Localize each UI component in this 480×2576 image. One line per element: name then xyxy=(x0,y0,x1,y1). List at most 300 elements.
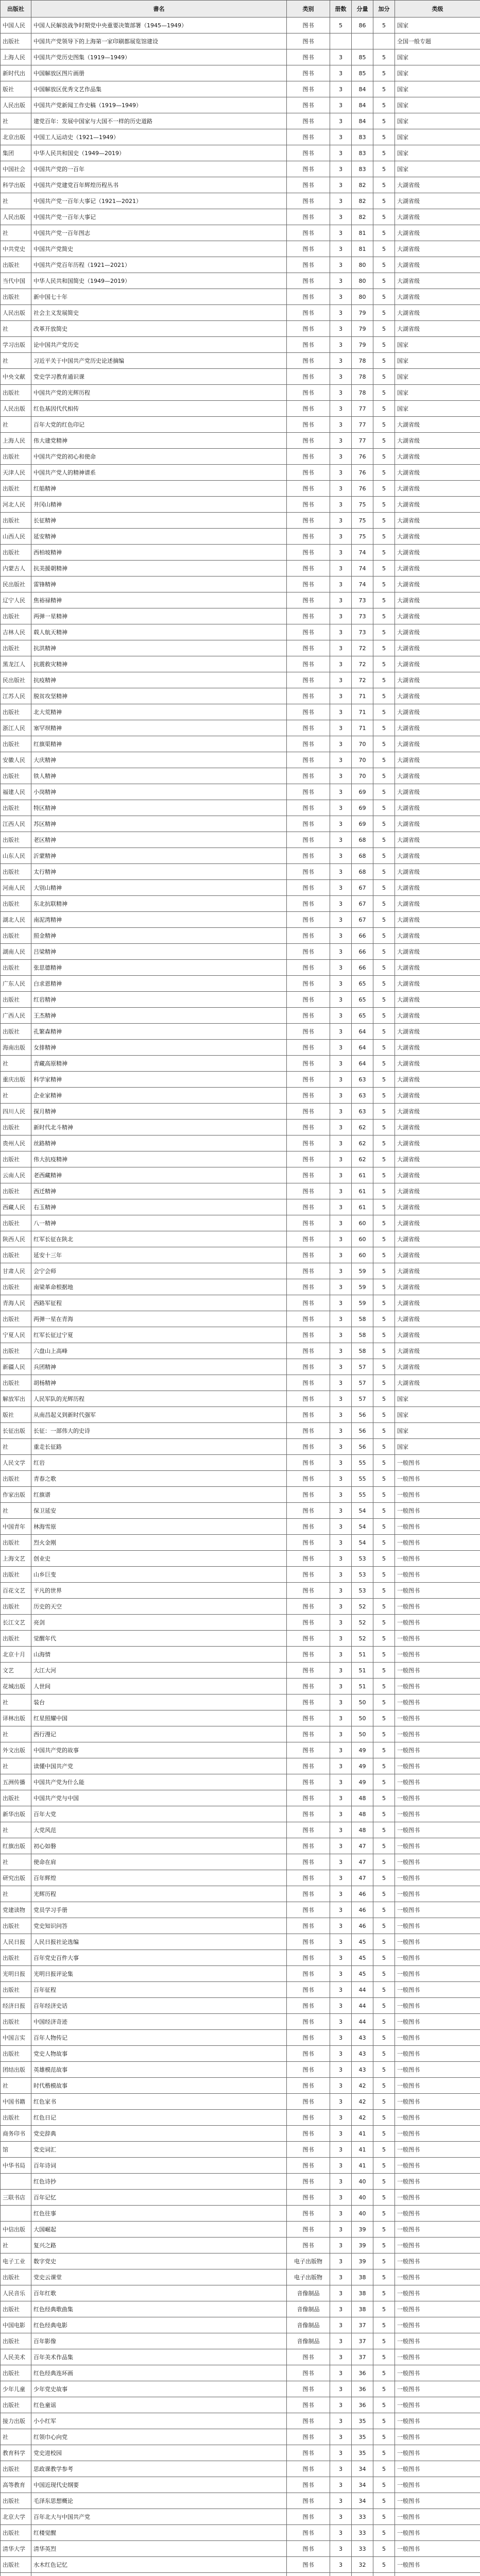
cell-volumes: 3 xyxy=(330,385,352,401)
cell-title: 红岩 xyxy=(31,1455,287,1471)
cell-score: 71 xyxy=(352,688,373,704)
cell-title: 延安精神 xyxy=(31,529,287,545)
table-row xyxy=(1,2142,480,2158)
cell-type: 图书 xyxy=(287,832,330,848)
cell-level: 一般图书 xyxy=(395,2174,480,2190)
cell-type: 图书 xyxy=(287,209,330,225)
cell-title: 党史人物故事 xyxy=(31,2046,287,2062)
cell-title: 伟大建党精神 xyxy=(31,433,287,449)
cell-publisher: 安徽人民 xyxy=(1,752,31,768)
cell-score: 45 xyxy=(352,1966,373,1982)
cell-title: 大江大河 xyxy=(31,1663,287,1679)
cell-score: 40 xyxy=(352,2206,373,2222)
cell-type: 图书 xyxy=(287,2349,330,2365)
cell-type: 图书 xyxy=(287,1311,330,1327)
cell-level: 大湖省级 xyxy=(395,1263,480,1279)
cell-score: 79 xyxy=(352,305,373,321)
cell-title: 红色基因代代相传 xyxy=(31,401,287,417)
cell-score: 77 xyxy=(352,417,373,433)
cell-type: 图书 xyxy=(287,1950,330,1966)
cell-bonus xyxy=(373,2573,395,2576)
cell-bonus: 5 xyxy=(373,736,395,752)
cell-type: 图书 xyxy=(287,1199,330,1215)
cell-title: 女排精神 xyxy=(31,1040,287,1056)
cell-bonus: 5 xyxy=(373,337,395,353)
cell-publisher: 社 xyxy=(1,1854,31,1870)
cell-volumes: 3 xyxy=(330,449,352,465)
cell-type: 图书 xyxy=(287,1631,330,1647)
cell-title: 林海雪原 xyxy=(31,1519,287,1535)
cell-score: 37 xyxy=(352,2317,373,2333)
cell-title: 小岗精神 xyxy=(31,784,287,800)
cell-level: 一般图书 xyxy=(395,2429,480,2445)
cell-publisher: 社 xyxy=(1,321,31,337)
cell-score: 33 xyxy=(352,2509,373,2525)
cell-volumes: 3 xyxy=(330,864,352,880)
cell-publisher: 人民出版 xyxy=(1,209,31,225)
cell-title: 会宁会师 xyxy=(31,1263,287,1279)
cell-bonus: 5 xyxy=(373,1982,395,1998)
table-row xyxy=(1,113,480,129)
table-row xyxy=(1,1199,480,1215)
cell-score: 34 xyxy=(352,2493,373,2509)
table-row xyxy=(1,1008,480,1024)
cell-title: 山海情 xyxy=(31,1647,287,1663)
cell-volumes: 3 xyxy=(330,2046,352,2062)
cell-type: 图书 xyxy=(287,2110,330,2126)
cell-publisher: 河北人民 xyxy=(1,497,31,513)
cell-type: 图书 xyxy=(287,1583,330,1599)
cell-volumes: 3 xyxy=(330,1439,352,1455)
cell-score: 54 xyxy=(352,1503,373,1519)
cell-publisher: 中国书籍 xyxy=(1,2094,31,2110)
cell-level: 大湖省级 xyxy=(395,1024,480,1040)
cell-title: 孔繁森精神 xyxy=(31,1024,287,1040)
cell-level: 一般图书 xyxy=(395,1567,480,1583)
cell-level: 大湖省级 xyxy=(395,592,480,608)
cell-title: 右玉精神 xyxy=(31,1199,287,1215)
cell-publisher: 社 xyxy=(1,2078,31,2094)
cell-score: 74 xyxy=(352,545,373,561)
cell-type: 图书 xyxy=(287,1966,330,1982)
cell-bonus: 5 xyxy=(373,1056,395,1072)
cell-volumes: 3 xyxy=(330,545,352,561)
cell-type: 图书 xyxy=(287,193,330,209)
cell-type: 图书 xyxy=(287,2238,330,2253)
cell-score: 74 xyxy=(352,561,373,577)
cell-bonus: 5 xyxy=(373,465,395,481)
cell-publisher: 教育科学 xyxy=(1,2445,31,2461)
cell-volumes: 3 xyxy=(330,1279,352,1295)
cell-score: 41 xyxy=(352,2126,373,2142)
cell-bonus: 5 xyxy=(373,688,395,704)
cell-volumes: 3 xyxy=(330,1008,352,1024)
table-row xyxy=(1,992,480,1008)
table-row xyxy=(1,2317,480,2333)
cell-bonus: 5 xyxy=(373,1343,395,1359)
cell-level: 大湖省级 xyxy=(395,1056,480,1072)
cell-publisher: 出版社 xyxy=(1,481,31,497)
cell-publisher: 出版社 xyxy=(1,1599,31,1615)
cell-title: 中国共产党一百年图志 xyxy=(31,225,287,241)
cell-score: 69 xyxy=(352,800,373,816)
cell-score: 65 xyxy=(352,992,373,1008)
cell-score: 64 xyxy=(352,1024,373,1040)
cell-score: 73 xyxy=(352,608,373,624)
cell-score: 36 xyxy=(352,2365,373,2381)
cell-bonus: 5 xyxy=(373,848,395,864)
cell-type: 图书 xyxy=(287,672,330,688)
cell-score: 53 xyxy=(352,1583,373,1599)
cell-volumes: 3 xyxy=(330,81,352,97)
cell-bonus: 5 xyxy=(373,1311,395,1327)
cell-level: 国家 xyxy=(395,369,480,385)
cell-bonus: 5 xyxy=(373,2206,395,2222)
cell-level: 一般图书 xyxy=(395,2206,480,2222)
cell-score: 57 xyxy=(352,1359,373,1375)
cell-bonus: 5 xyxy=(373,321,395,337)
cell-title: 习近平关于中国共产党历史论述摘编 xyxy=(31,353,287,369)
cell-bonus: 5 xyxy=(373,241,395,257)
cell-publisher: 社 xyxy=(1,1088,31,1104)
cell-type: 图书 xyxy=(287,2014,330,2030)
table-row xyxy=(1,401,480,417)
cell-title: 光辉历程 xyxy=(31,1886,287,1902)
cell-volumes: 3 xyxy=(330,353,352,369)
table-row xyxy=(1,1647,480,1663)
table-row xyxy=(1,1774,480,1790)
cell-bonus: 5 xyxy=(373,992,395,1008)
cell-bonus: 5 xyxy=(373,784,395,800)
cell-score: 84 xyxy=(352,81,373,97)
cell-score: 62 xyxy=(352,1151,373,1167)
table-row xyxy=(1,1950,480,1966)
cell-score: 34 xyxy=(352,2477,373,2493)
cell-level: 大湖省级 xyxy=(395,1215,480,1231)
cell-level: 一般图书 xyxy=(395,2445,480,2461)
table-row xyxy=(1,1151,480,1167)
table-row xyxy=(1,2062,480,2078)
cell-volumes: 3 xyxy=(330,2126,352,2142)
cell-type: 图书 xyxy=(287,1758,330,1774)
cell-publisher: 北京十月 xyxy=(1,1647,31,1663)
cell-volumes: 3 xyxy=(330,1694,352,1710)
cell-type: 图书 xyxy=(287,1359,330,1375)
cell-score: 53 xyxy=(352,1567,373,1583)
cell-type: 图书 xyxy=(287,1040,330,1056)
cell-score: 68 xyxy=(352,848,373,864)
cell-type: 音像制品 xyxy=(287,2317,330,2333)
table-row xyxy=(1,289,480,305)
cell-bonus: 5 xyxy=(373,1455,395,1471)
cell-level: 一般图书 xyxy=(395,2541,480,2557)
cell-bonus: 5 xyxy=(373,1551,395,1567)
cell-level: 一般图书 xyxy=(395,2142,480,2158)
cell-type: 图书 xyxy=(287,2413,330,2429)
cell-publisher: 长征出版 xyxy=(1,1423,31,1439)
cell-score: 82 xyxy=(352,193,373,209)
cell-title: 中国共产党一百年大事记 xyxy=(31,209,287,225)
cell-score: 69 xyxy=(352,816,373,832)
cell-title: 红旗谱 xyxy=(31,1487,287,1503)
cell-volumes: 3 xyxy=(330,800,352,816)
cell-score: 66 xyxy=(352,944,373,960)
cell-type: 图书 xyxy=(287,1886,330,1902)
cell-level: 国家 xyxy=(395,385,480,401)
cell-score: 32 xyxy=(352,2557,373,2573)
cell-level: 一般图书 xyxy=(395,1551,480,1567)
cell-title: 中华人民共和国简史（1949—2019） xyxy=(31,273,287,289)
cell-type: 图书 xyxy=(287,257,330,273)
cell-score: 51 xyxy=(352,1663,373,1679)
cell-publisher: 人民文学 xyxy=(1,1455,31,1471)
cell-type: 图书 xyxy=(287,353,330,369)
cell-level: 大湖省级 xyxy=(395,880,480,896)
cell-volumes: 3 xyxy=(330,2477,352,2493)
cell-bonus: 5 xyxy=(373,145,395,161)
cell-publisher: 社 xyxy=(1,1439,31,1455)
cell-level: 一般图书 xyxy=(395,1950,480,1966)
cell-level: 大湖省级 xyxy=(395,1279,480,1295)
cell-type: 图书 xyxy=(287,321,330,337)
cell-publisher: 出版社 xyxy=(1,736,31,752)
cell-type: 图书 xyxy=(287,736,330,752)
cell-type: 图书 xyxy=(287,1982,330,1998)
cell-publisher: 内蒙古人 xyxy=(1,561,31,577)
cell-bonus: 5 xyxy=(373,1934,395,1950)
cell-type: 图书 xyxy=(287,145,330,161)
cell-bonus: 5 xyxy=(373,2541,395,2557)
cell-bonus: 5 xyxy=(373,2158,395,2174)
cell-level: 一般图书 xyxy=(395,2222,480,2238)
cell-level: 国家 xyxy=(395,129,480,145)
table-row xyxy=(1,1455,480,1471)
cell-score: 79 xyxy=(352,337,373,353)
cell-level: 国家 xyxy=(395,161,480,177)
cell-level: 大湖省级 xyxy=(395,193,480,209)
cell-publisher: 出版社 xyxy=(1,1375,31,1391)
table-row xyxy=(1,1295,480,1311)
cell-bonus: 5 xyxy=(373,976,395,992)
table-row xyxy=(1,129,480,145)
cell-level: 大湖省级 xyxy=(395,1120,480,1136)
cell-publisher: 出版社 xyxy=(1,1311,31,1327)
table-row xyxy=(1,1104,480,1120)
cell-score: 52 xyxy=(352,1615,373,1631)
cell-level: 一般图书 xyxy=(395,2317,480,2333)
table-row xyxy=(1,2413,480,2429)
cell-bonus: 5 xyxy=(373,481,395,497)
cell-score: 59 xyxy=(352,1263,373,1279)
table-row xyxy=(1,1311,480,1327)
cell-bonus: 5 xyxy=(373,2222,395,2238)
cell-title: 特区精神 xyxy=(31,800,287,816)
cell-score: 68 xyxy=(352,864,373,880)
cell-score: 63 xyxy=(352,1072,373,1088)
cell-publisher: 人民出版 xyxy=(1,305,31,321)
cell-bonus: 5 xyxy=(373,1806,395,1822)
cell-type: 图书 xyxy=(287,1567,330,1583)
cell-bonus: 5 xyxy=(373,1870,395,1886)
table-row xyxy=(1,513,480,529)
table-row xyxy=(1,193,480,209)
cell-publisher: 社 xyxy=(1,1886,31,1902)
table-row xyxy=(1,848,480,864)
cell-type: 图书 xyxy=(287,113,330,129)
table-row xyxy=(1,1918,480,1934)
cell-score: 54 xyxy=(352,1519,373,1535)
cell-bonus: 5 xyxy=(373,18,395,33)
cell-level: 大湖省级 xyxy=(395,992,480,1008)
table-row xyxy=(1,1758,480,1774)
cell-score: 58 xyxy=(352,1311,373,1327)
table-row xyxy=(1,896,480,912)
cell-volumes: 3 xyxy=(330,193,352,209)
cell-title: 抗疫精神 xyxy=(31,672,287,688)
cell-type: 图书 xyxy=(287,2142,330,2158)
cell-publisher xyxy=(1,2174,31,2190)
cell-type: 图书 xyxy=(287,2158,330,2174)
cell-score: 43 xyxy=(352,2046,373,2062)
cell-bonus: 5 xyxy=(373,209,395,225)
cell-level: 一般图书 xyxy=(395,2190,480,2206)
cell-level: 大湖省级 xyxy=(395,656,480,672)
cell-volumes: 3 xyxy=(330,1790,352,1806)
cell-volumes: 3 xyxy=(330,736,352,752)
cell-type: 图书 xyxy=(287,800,330,816)
cell-publisher: 长江文艺 xyxy=(1,1615,31,1631)
table-row xyxy=(1,257,480,273)
cell-level: 大湖省级 xyxy=(395,624,480,640)
cell-volumes: 3 xyxy=(330,1886,352,1902)
cell-publisher: 出版社 xyxy=(1,1790,31,1806)
cell-bonus: 5 xyxy=(373,1950,395,1966)
cell-title: 百年征程 xyxy=(31,1982,287,1998)
cell-level: 大湖省级 xyxy=(395,704,480,720)
cell-bonus: 5 xyxy=(373,752,395,768)
cell-publisher: 出版社 xyxy=(1,704,31,720)
cell-volumes: 3 xyxy=(330,1072,352,1088)
cell-publisher: 出版社 xyxy=(1,2110,31,2126)
cell-volumes: 3 xyxy=(330,2413,352,2429)
cell-bonus: 5 xyxy=(373,880,395,896)
cell-publisher: 四川人民 xyxy=(1,1104,31,1120)
cell-score: 77 xyxy=(352,401,373,417)
cell-type: 图书 xyxy=(287,2541,330,2557)
table-row xyxy=(1,449,480,465)
table-row xyxy=(1,768,480,784)
cell-volumes: 3 xyxy=(330,1838,352,1854)
cell-level: 国家 xyxy=(395,49,480,65)
cell-type: 图书 xyxy=(287,577,330,592)
cell-volumes: 3 xyxy=(330,2014,352,2030)
cell-publisher: 译林出版 xyxy=(1,1710,31,1726)
cell-bonus: 5 xyxy=(373,1503,395,1519)
cell-type: 图书 xyxy=(287,1088,330,1104)
cell-type: 图书 xyxy=(287,864,330,880)
table-row xyxy=(1,2222,480,2238)
cell-bonus: 5 xyxy=(373,704,395,720)
cell-type: 图书 xyxy=(287,2094,330,2110)
cell-level: 一般图书 xyxy=(395,2333,480,2349)
cell-volumes: 3 xyxy=(330,1726,352,1742)
cell-score: 71 xyxy=(352,720,373,736)
cell-score: 50 xyxy=(352,1726,373,1742)
cell-level: 一般图书 xyxy=(395,2461,480,2477)
table-row xyxy=(1,321,480,337)
cell-title: 白求恩精神 xyxy=(31,976,287,992)
cell-bonus: 5 xyxy=(373,193,395,209)
header-score: 分量 xyxy=(352,1,373,18)
table-row xyxy=(1,1215,480,1231)
cell-volumes: 3 xyxy=(330,720,352,736)
cell-score: 50 xyxy=(352,1710,373,1726)
cell-volumes: 3 xyxy=(330,529,352,545)
cell-type: 图书 xyxy=(287,289,330,305)
cell-score: 83 xyxy=(352,161,373,177)
cell-bonus: 5 xyxy=(373,1247,395,1263)
cell-score: 83 xyxy=(352,129,373,145)
cell-level: 一般图书 xyxy=(395,1758,480,1774)
cell-level: 大湖省级 xyxy=(395,241,480,257)
cell-bonus: 5 xyxy=(373,129,395,145)
header-volumes: 册数 xyxy=(330,1,352,18)
cell-level: 国家 xyxy=(395,81,480,97)
cell-bonus: 5 xyxy=(373,1822,395,1838)
cell-title: 中国共产党百年历程（1921—2021） xyxy=(31,257,287,273)
cell-bonus: 5 xyxy=(373,1088,395,1104)
cell-level: 一般图书 xyxy=(395,2509,480,2525)
cell-title: 中国共产党的光辉历程 xyxy=(31,385,287,401)
cell-bonus: 5 xyxy=(373,1663,395,1679)
cell-score: 82 xyxy=(352,209,373,225)
cell-title: 红军长征在陕北 xyxy=(31,1231,287,1247)
table-header-row xyxy=(1,1,480,18)
cell-publisher: 社 xyxy=(1,1726,31,1742)
cell-title: 西路军征程 xyxy=(31,1295,287,1311)
cell-level: 大湖省级 xyxy=(395,816,480,832)
cell-volumes: 3 xyxy=(330,2158,352,2174)
cell-title: 亮剑 xyxy=(31,1615,287,1631)
cell-type: 图书 xyxy=(287,784,330,800)
cell-bonus: 5 xyxy=(373,1183,395,1199)
cell-volumes: 3 xyxy=(330,1774,352,1790)
cell-bonus: 5 xyxy=(373,417,395,433)
cell-title: 东北抗联精神 xyxy=(31,896,287,912)
cell-bonus: 5 xyxy=(373,2190,395,2206)
cell-publisher: 出版社 xyxy=(1,928,31,944)
cell-level: 一般图书 xyxy=(395,1966,480,1982)
cell-title: 中国共产党建党百年辉煌历程丛书 xyxy=(31,177,287,193)
cell-level: 一般图书 xyxy=(395,1774,480,1790)
cell-score: 80 xyxy=(352,273,373,289)
cell-volumes: 3 xyxy=(330,177,352,193)
cell-volumes: 3 xyxy=(330,1519,352,1535)
cell-bonus: 5 xyxy=(373,2317,395,2333)
table-row xyxy=(1,816,480,832)
table-row xyxy=(1,2078,480,2094)
cell-score: 76 xyxy=(352,449,373,465)
cell-type: 图书 xyxy=(287,592,330,608)
cell-type: 图书 xyxy=(287,928,330,944)
cell-title: 百年经济史话 xyxy=(31,1998,287,2014)
cell-title: 百年辉煌 xyxy=(31,1870,287,1886)
cell-title: 西迁精神 xyxy=(31,1183,287,1199)
cell-volumes: 3 xyxy=(330,1359,352,1375)
cell-bonus: 5 xyxy=(373,1647,395,1663)
cell-title: 中国解放区优秀文艺作品集 xyxy=(31,81,287,97)
cell-type: 图书 xyxy=(287,848,330,864)
